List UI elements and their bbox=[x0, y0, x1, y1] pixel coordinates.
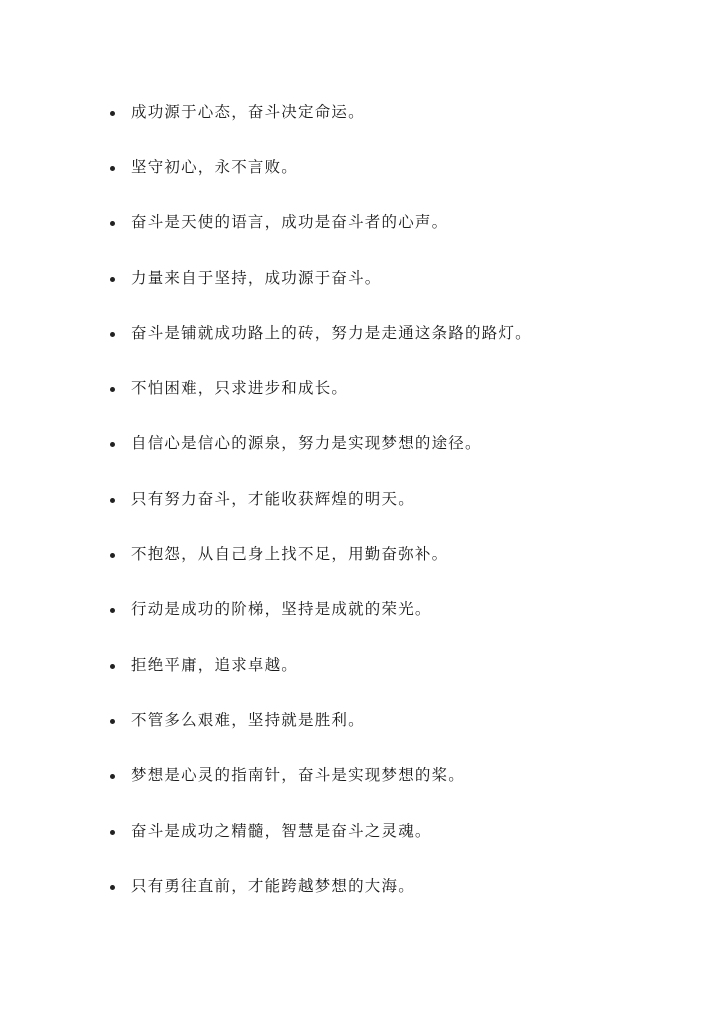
list-item-text: 梦想是心灵的指南针，奋斗是实现梦想的桨。 bbox=[131, 766, 466, 785]
list-item bbox=[0, 416, 720, 471]
list-item-text: 不抱怨，从自己身上找不足，用勤奋弥补。 bbox=[131, 545, 449, 564]
bullet-icon bbox=[110, 885, 115, 890]
bullet-icon bbox=[110, 111, 115, 116]
list-item-text: 坚守初心，永不言败。 bbox=[131, 157, 299, 176]
list-item bbox=[0, 360, 720, 415]
bullet-icon bbox=[110, 166, 115, 171]
list-item-text: 不怕困难，只求进步和成长。 bbox=[131, 379, 349, 398]
list-item bbox=[0, 582, 720, 637]
list-item bbox=[0, 858, 720, 913]
bullet-icon bbox=[110, 332, 115, 337]
list-item bbox=[0, 84, 720, 139]
bullet-list bbox=[0, 84, 720, 913]
list-item-text: 奋斗是铺就成功路上的砖，努力是走通这条路的路灯。 bbox=[131, 323, 532, 342]
list-item bbox=[0, 692, 720, 747]
list-item bbox=[0, 139, 720, 194]
list-item-text: 自信心是信心的源泉，努力是实现梦想的途径。 bbox=[131, 434, 482, 453]
list-item bbox=[0, 748, 720, 803]
list-item bbox=[0, 305, 720, 360]
list-item-text: 奋斗是天使的语言，成功是奋斗者的心声。 bbox=[131, 213, 449, 232]
bullet-icon bbox=[110, 387, 115, 392]
list-item bbox=[0, 250, 720, 305]
list-item bbox=[0, 471, 720, 526]
list-item-text: 成功源于心态，奋斗决定命运。 bbox=[131, 102, 365, 121]
list-item-text: 不管多么艰难，坚持就是胜利。 bbox=[131, 710, 365, 729]
list-item bbox=[0, 195, 720, 250]
list-item bbox=[0, 637, 720, 692]
bullet-icon bbox=[110, 719, 115, 724]
list-item-text: 奋斗是成功之精髓，智慧是奋斗之灵魂。 bbox=[131, 821, 432, 840]
list-item-text: 行动是成功的阶梯，坚持是成就的荣光。 bbox=[131, 600, 432, 619]
list-item-text: 只有努力奋斗，才能收获辉煌的明天。 bbox=[131, 489, 415, 508]
bullet-icon bbox=[110, 221, 115, 226]
bullet-icon bbox=[110, 498, 115, 503]
bullet-icon bbox=[110, 442, 115, 447]
bullet-icon bbox=[110, 553, 115, 558]
bullet-icon bbox=[110, 830, 115, 835]
list-item-text: 只有勇往直前，才能跨越梦想的大海。 bbox=[131, 876, 415, 895]
list-item bbox=[0, 803, 720, 858]
bullet-icon bbox=[110, 608, 115, 613]
list-item-text: 拒绝平庸，追求卓越。 bbox=[131, 655, 299, 674]
bullet-icon bbox=[110, 664, 115, 669]
bullet-icon bbox=[110, 774, 115, 779]
list-item bbox=[0, 526, 720, 581]
bullet-icon bbox=[110, 277, 115, 282]
list-item-text: 力量来自于坚持，成功源于奋斗。 bbox=[131, 268, 382, 287]
